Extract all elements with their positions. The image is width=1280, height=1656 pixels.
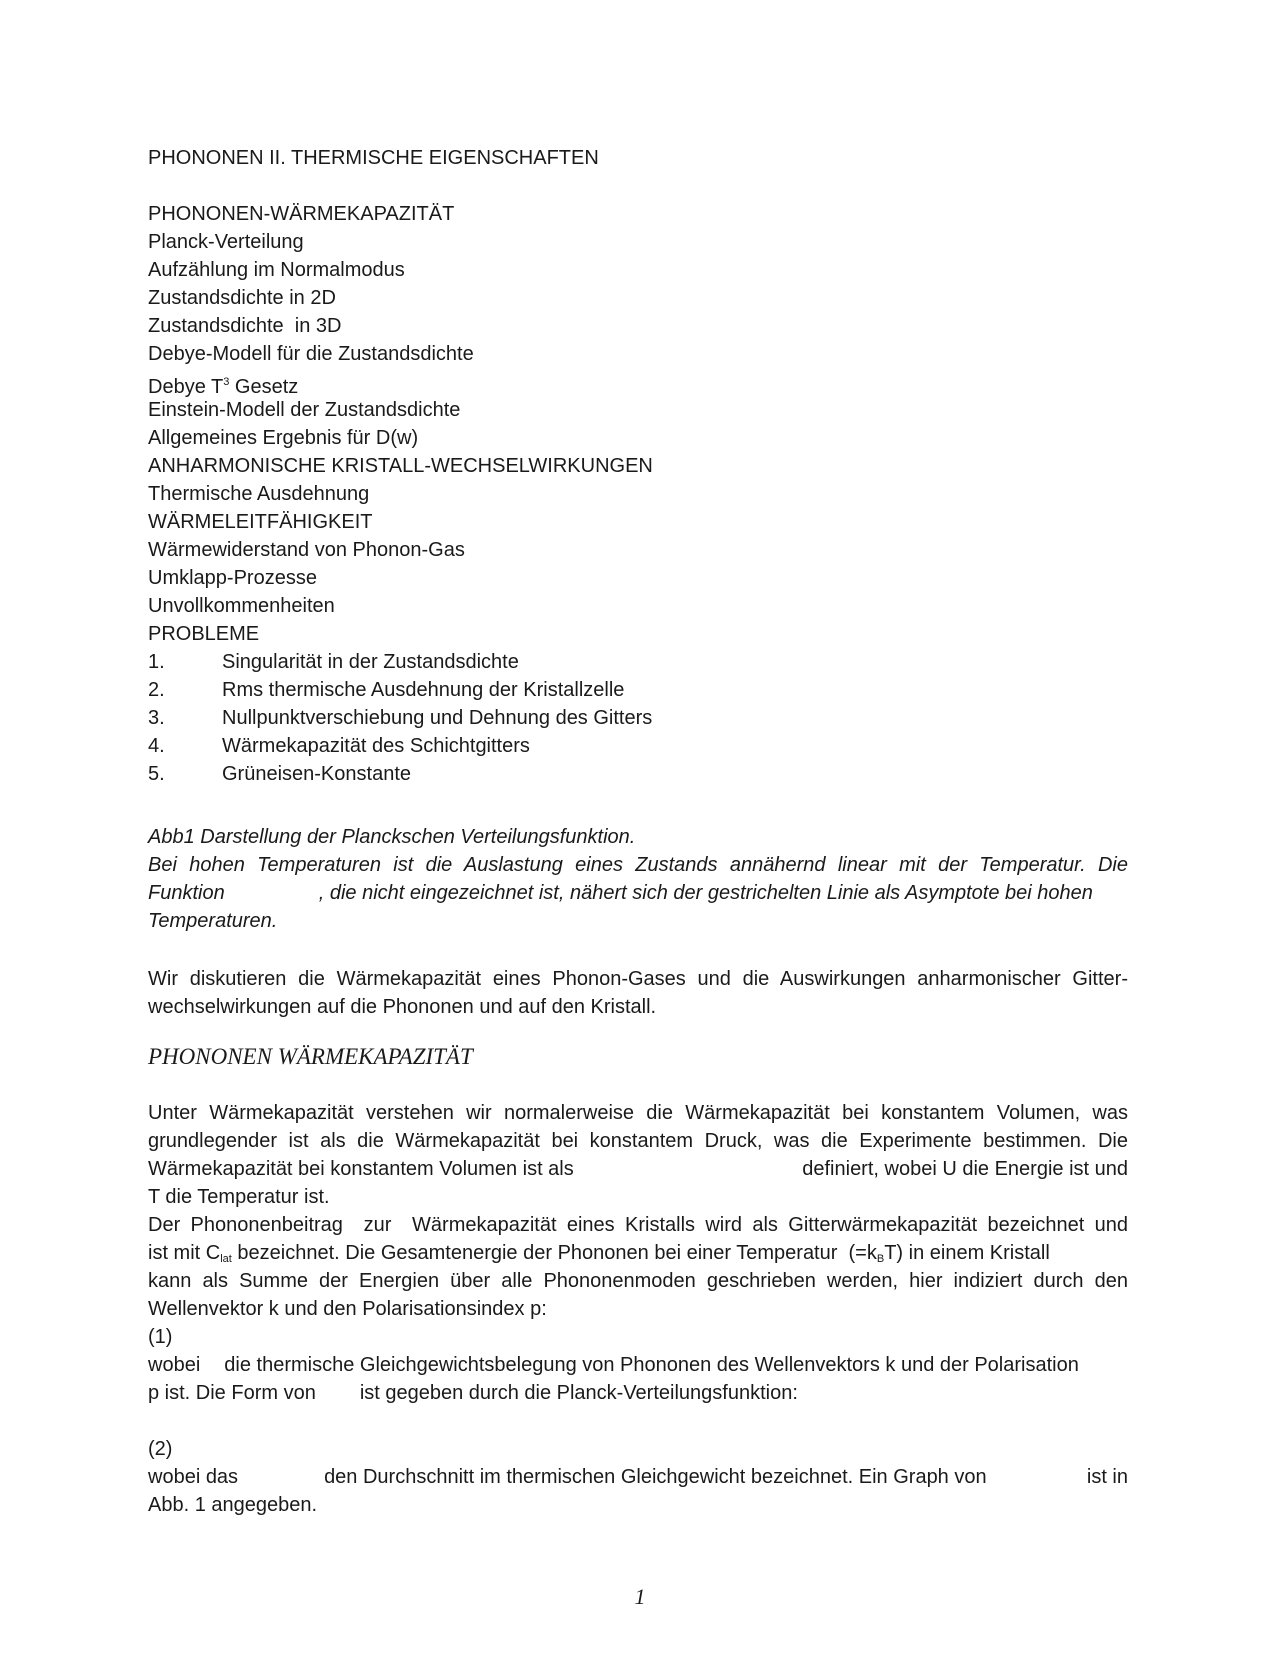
formula-placeholder [987, 1463, 1087, 1491]
paragraph-text: definiert, wobei U die Energie ist und [802, 1158, 1128, 1180]
toc-item: Zustandsdichte in 2D [148, 287, 336, 309]
problem-text: Nullpunktverschiebung und Dehnung des Gitters [222, 707, 653, 729]
problem-text: Wärmekapazität des Schichtgitters [222, 735, 530, 757]
toc-item: Aufzählung im Normalmodus [148, 259, 405, 281]
problem-text: Grüneisen-Konstante [222, 763, 412, 785]
toc-heading: WÄRMELEITFÄHIGKEIT [148, 511, 373, 533]
paragraph-line: Unter Wärmekapazität verstehen wir normalerweise die Wärmekapazität bei konstantem Volumen, was [148, 1102, 1128, 1124]
caption-line [148, 879, 1128, 907]
paragraph-text: den Durchschnitt im thermischen Gleichgewicht bezeichnet. Ein Graph von [324, 1466, 987, 1488]
paragraph-text [148, 1239, 1050, 1267]
paragraph-line: Wellenvektor k und den Polarisationsindex p: [148, 1298, 547, 1320]
toc-item: Umklapp-Prozesse [148, 567, 317, 589]
equation-number: (2) [148, 1438, 173, 1460]
caption-text: , die nicht eingezeichnet ist, nähert sich der gestrichelten Linie als Asymptote bei hohen [318, 882, 1093, 904]
section-heading: PHONONEN WÄRMEKAPAZITÄT [148, 1044, 473, 1069]
page-number: 1 [634, 1584, 646, 1609]
paragraph-line: kann als Summe der Energien über alle Phononenmoden geschrieben werden, hier indiziert durch den [148, 1270, 1128, 1292]
table-of-contents [148, 144, 1128, 788]
paragraph-text: bezeichnet. Die Gesamtenergie der Phononen bei einer Temperatur (=k [231, 1242, 877, 1264]
caption-title: Abb1 Darstellung der Planckschen Verteilungsfunktion. [148, 826, 636, 848]
document-title: PHONONEN II. THERMISCHE EIGENSCHAFTEN [148, 147, 599, 169]
paragraph-line: Abb. 1 angegeben. [148, 1494, 318, 1516]
paragraph-line [148, 1379, 1128, 1407]
problem-item [148, 648, 1128, 676]
toc-heading: PROBLEME [148, 623, 260, 645]
problem-number: 4. [148, 735, 165, 757]
problem-item [148, 704, 1128, 732]
paragraph-text: ist mit C [148, 1242, 221, 1264]
spacer [148, 1407, 1128, 1435]
caption-text: Funktion [148, 882, 225, 904]
toc-item: Unvollkommenheiten [148, 595, 335, 617]
toc-item: Einstein-Modell der Zustandsdichte [148, 399, 461, 421]
paragraph-line: Wir diskutieren die Wärmekapazität eines Phonon-Gases und die Auswirkungen anharmonischer Gitter- [148, 968, 1128, 990]
paragraph-line: Der Phononenbeitrag zur Wärmekapazität eines Kristalls wird als Gitterwärmekapazität bezeichnet und [148, 1214, 1128, 1236]
subscript: B [876, 1253, 885, 1265]
toc-item: Allgemeines Ergebnis für D(w) [148, 427, 419, 449]
toc-heading: PHONONEN-WÄRMEKAPAZITÄT [148, 203, 455, 225]
paragraph-line [148, 1463, 1128, 1491]
problem-number: 3. [148, 707, 165, 729]
problem-text: Singularität in der Zustandsdichte [222, 651, 519, 673]
problem-number: 1. [148, 651, 165, 673]
problem-number: 5. [148, 763, 165, 785]
paragraph-text: T) in einem Kristall [884, 1242, 1050, 1264]
problem-item [148, 760, 1128, 788]
caption-line: Bei hohen Temperaturen ist die Auslastung eines Zustands annähernd linear mit der Temperatur. Die [148, 854, 1128, 876]
toc-item: Debye-Modell für die Zustandsdichte [148, 343, 474, 365]
toc-item: Planck-Verteilung [148, 231, 304, 253]
toc-item-debye-t3 [148, 368, 1128, 396]
paragraph-line [148, 1239, 1128, 1267]
equation-number: (1) [148, 1326, 173, 1348]
problem-item [148, 676, 1128, 704]
toc-item: Thermische Ausdehnung [148, 483, 370, 505]
paragraph-line: T die Temperatur ist. [148, 1186, 330, 1208]
toc-item: Zustandsdichte in 3D [148, 315, 342, 337]
paragraph-text: wobei das [148, 1466, 239, 1488]
paragraph-text: wobei [148, 1354, 201, 1376]
paragraph-text: p ist. Die Form von [148, 1382, 316, 1404]
formula-placeholder [238, 1463, 324, 1491]
paragraph-text: ist gegeben durch die Planck-Verteilungsfunktion: [359, 1382, 798, 1404]
body-text [148, 1099, 1128, 1519]
toc-heading: ANHARMONISCHE KRISTALL-WECHSELWIRKUNGEN [148, 455, 653, 477]
paragraph-line [148, 1155, 1128, 1183]
paragraph-line [148, 1351, 1128, 1379]
paragraph-text: ist in [1086, 1466, 1128, 1488]
paragraph-line: wechselwirkungen auf die Phononen und auf den Kristall. [148, 996, 657, 1018]
subscript: lat [220, 1253, 232, 1265]
problem-number: 2. [148, 679, 165, 701]
section-heading-container [148, 1040, 1128, 1074]
paragraph-text: die thermische Gleichgewichtsbelegung von Phononen des Wellenvektors k und der Polarisation [224, 1354, 1079, 1376]
superscript: 3 [223, 376, 230, 388]
paragraph-line: grundlegender ist als die Wärmekapazität bei konstantem Druck, was die Experimente bestimmen. Die [148, 1130, 1128, 1152]
paragraph-text: Wärmekapazität bei konstantem Volumen ist als [148, 1158, 574, 1180]
caption-line: Temperaturen. [148, 910, 278, 932]
problem-text: Rms thermische Ausdehnung der Kristallzelle [222, 679, 625, 701]
problem-item [148, 732, 1128, 760]
intro-paragraph [148, 965, 1128, 1021]
figure-caption [148, 823, 1128, 935]
toc-text: Debye T [148, 376, 224, 398]
toc-text: Gesetz [229, 376, 299, 398]
spacer [148, 172, 1128, 200]
toc-item: Wärmewiderstand von Phonon-Gas [148, 539, 465, 561]
